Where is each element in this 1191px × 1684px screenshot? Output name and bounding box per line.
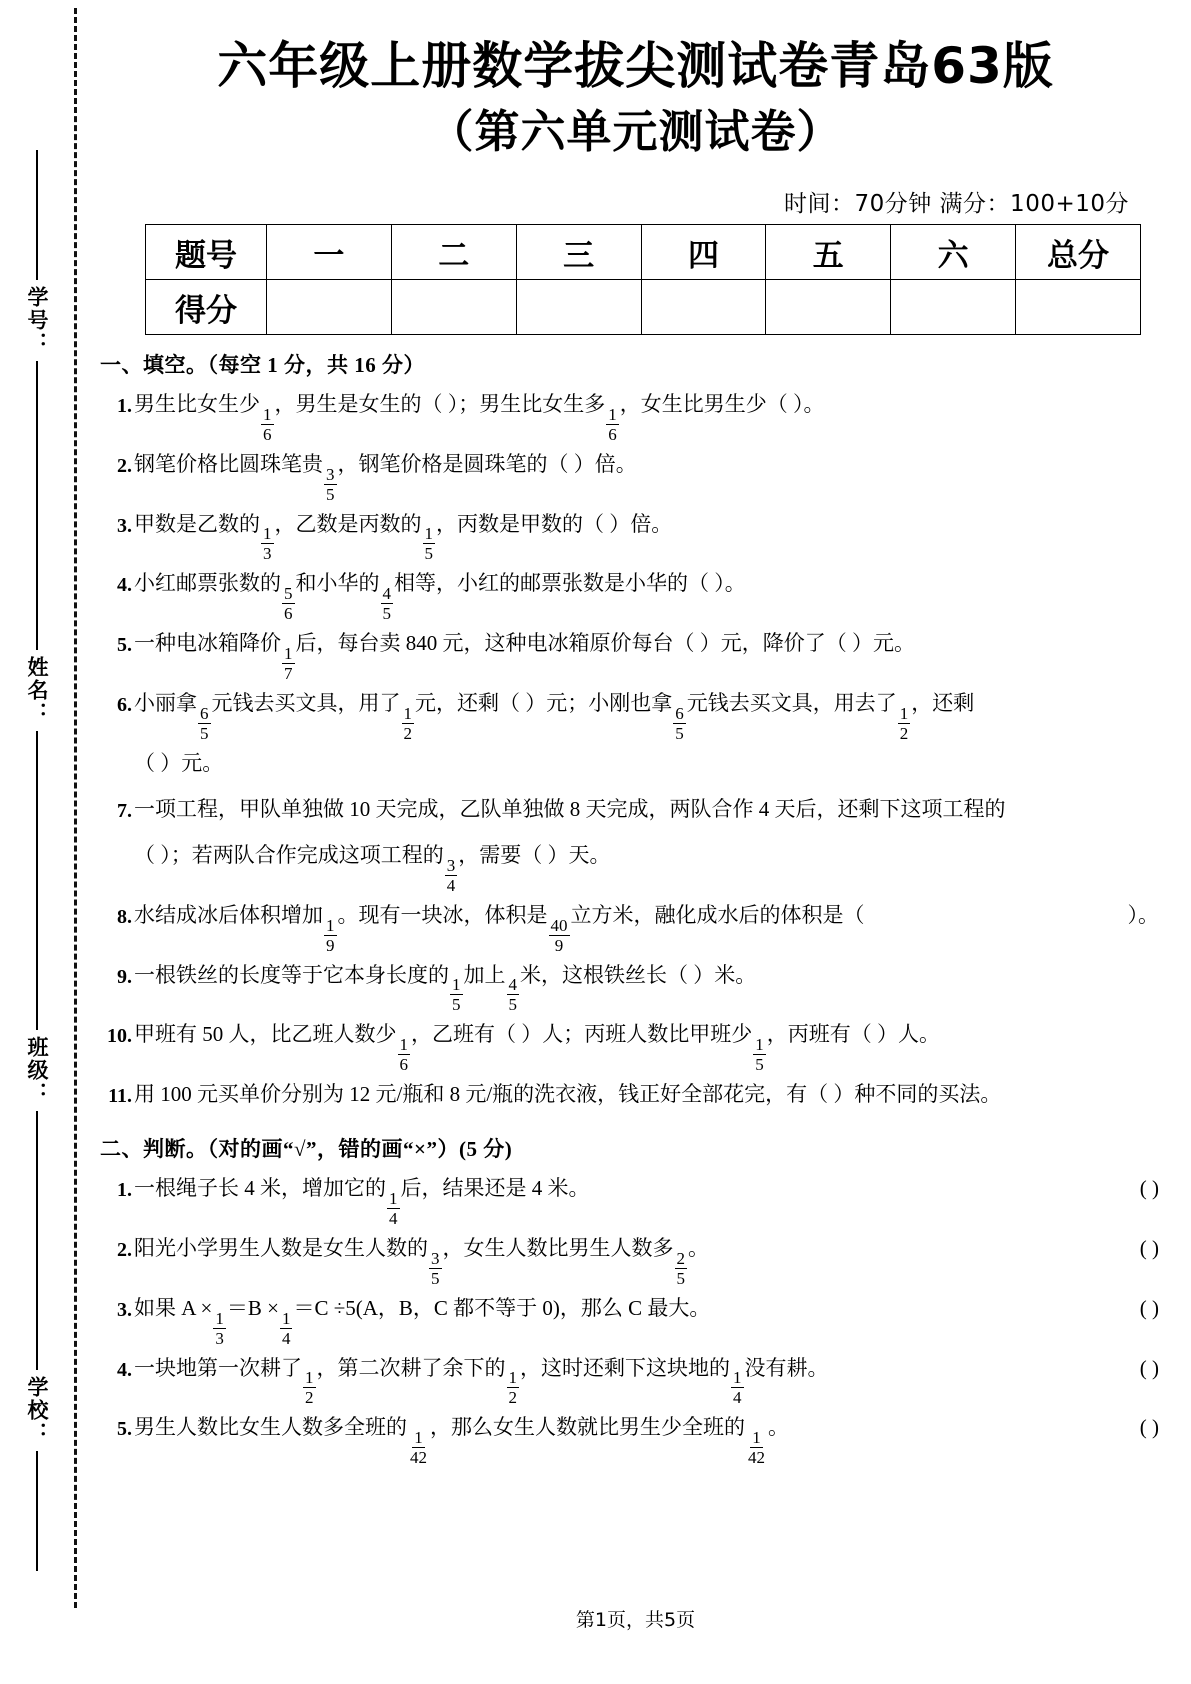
fraction-numerator: 1 xyxy=(305,1368,314,1388)
fraction-denominator: 9 xyxy=(554,935,564,955)
question-text-segment: ，钢笔价格是圆珠笔的（ ）倍。 xyxy=(337,451,637,476)
fraction-denominator: 5 xyxy=(326,484,335,504)
question-number: 11. xyxy=(108,1085,132,1108)
fraction-numerator: 6 xyxy=(675,703,684,723)
question-number: 8. xyxy=(117,905,132,928)
fraction-numerator: 1 xyxy=(326,915,335,935)
question-text-segment: ，第二次耕了余下的 xyxy=(316,1355,506,1380)
question-item xyxy=(100,562,1171,622)
question-text-segment: 甲数是乙数的 xyxy=(134,511,260,536)
question-text-segment: ，这时还剩下这块地的 xyxy=(520,1355,730,1380)
answer-blank[interactable]: ( ) xyxy=(1139,1235,1159,1260)
question-text-segment: ，那么女生人数就比男生少全班的 xyxy=(430,1415,745,1440)
question-text-segment: 。现有一块冰，体积是 xyxy=(337,902,548,927)
fraction-denominator: 5 xyxy=(755,1055,764,1075)
fraction-denominator: 2 xyxy=(508,1388,517,1408)
score-table xyxy=(145,224,1141,335)
fraction xyxy=(675,1250,688,1287)
question-text-segment: 一种电冰箱降价 xyxy=(134,631,281,656)
question-number: 1. xyxy=(117,1179,132,1202)
margin-rule-top xyxy=(36,900,38,1030)
exam-page xyxy=(100,0,1171,1684)
fraction xyxy=(549,917,570,954)
margin-rule-top xyxy=(36,150,38,280)
question-text-segment: 米，这根铁丝长（ ）米。 xyxy=(520,962,757,987)
fraction-numerator: 1 xyxy=(755,1035,764,1055)
question-text-segment: 男生比女生少 xyxy=(134,392,260,416)
question-text-segment: ＝B × xyxy=(226,1295,279,1320)
question-text xyxy=(134,954,1171,1014)
question-text xyxy=(134,383,1171,443)
fraction-denominator: 6 xyxy=(399,1055,408,1075)
question-item xyxy=(100,383,1171,443)
page-subtitle: （第六单元测试卷） xyxy=(428,105,843,158)
fraction xyxy=(753,1036,766,1073)
score-table-row-header: 题号 xyxy=(146,225,267,280)
question-number: 9. xyxy=(117,965,132,988)
table-row xyxy=(146,225,1141,280)
question-item xyxy=(100,1073,1171,1119)
fraction-denominator: 6 xyxy=(263,424,272,444)
answer-blank[interactable]: ( ) xyxy=(1139,1415,1159,1440)
fraction-denominator: 5 xyxy=(382,604,391,624)
question-text-segment: 。 xyxy=(768,1415,789,1440)
question-item xyxy=(100,443,1171,503)
fraction-denominator: 5 xyxy=(431,1268,440,1288)
fraction-numerator: 1 xyxy=(414,1428,423,1448)
question-text-segment: 元钱去买文具，用去了 xyxy=(686,691,897,716)
question-item xyxy=(100,742,1171,788)
score-table-column-header-3: 三 xyxy=(516,225,641,280)
question-item xyxy=(100,1227,1171,1287)
fraction-denominator: 5 xyxy=(675,723,684,743)
fraction-denominator: 2 xyxy=(403,723,412,743)
question-text-segment: 小丽拿 xyxy=(134,691,197,716)
binding-margin xyxy=(0,0,100,1684)
fraction-numerator: 2 xyxy=(676,1248,685,1268)
fraction-denominator: 4 xyxy=(389,1208,398,1228)
fraction xyxy=(673,705,686,742)
fraction xyxy=(898,705,911,742)
fraction xyxy=(746,1429,767,1466)
exam-meta-line: 时间：70分钟 满分：100+10分 xyxy=(783,191,1129,217)
question-text xyxy=(134,1406,1140,1466)
score-cell-2[interactable] xyxy=(391,280,516,335)
fraction xyxy=(282,645,295,682)
question-item xyxy=(100,1287,1171,1347)
score-table-column-header-6: 六 xyxy=(891,225,1016,280)
score-cell-6[interactable] xyxy=(891,280,1016,335)
question-number: 4. xyxy=(117,574,132,597)
question-text xyxy=(134,788,1171,822)
question-number: 2. xyxy=(117,454,132,477)
score-table-column-header-7: 总分 xyxy=(1016,225,1141,280)
margin-rule-bottom xyxy=(36,1451,38,1571)
page-title: 六年级上册数学拔尖测试卷青岛63版 xyxy=(217,37,1054,95)
fraction-numerator: 40 xyxy=(550,915,568,935)
fraction xyxy=(606,406,619,443)
fraction-numerator: 1 xyxy=(399,1035,408,1055)
margin-rule-top xyxy=(36,1240,38,1370)
section-heading-section-2: 二、判断。（对的画“√”，错的画“×”）(5 分) xyxy=(100,1137,513,1162)
question-text-segment: 男生人数比女生人数多全班的 xyxy=(134,1415,407,1440)
score-table-row-header: 得分 xyxy=(146,280,267,335)
question-text-segment: ，女生比男生少（ ）。 xyxy=(619,392,825,416)
fraction xyxy=(303,1369,316,1406)
fraction-denominator: 42 xyxy=(410,1448,427,1468)
question-item xyxy=(100,788,1171,834)
question-text-segment: ，乙数是丙数的 xyxy=(274,511,422,536)
question-text xyxy=(134,622,1171,682)
perforation-dashed-line xyxy=(74,8,77,1608)
fraction xyxy=(261,406,274,443)
margin-label-4 xyxy=(0,1240,74,1571)
question-item xyxy=(100,1347,1171,1407)
fraction-numerator: 1 xyxy=(284,644,293,664)
question-text xyxy=(134,834,1171,894)
answer-blank[interactable]: ( ) xyxy=(1139,1295,1159,1320)
fraction-numerator: 1 xyxy=(752,1428,761,1448)
score-cell-5[interactable] xyxy=(766,280,891,335)
fraction xyxy=(213,1310,226,1347)
question-text-segment: ＝C ÷5(A，B，C 都不等于 0)，那么 C 最大。 xyxy=(293,1295,711,1320)
fraction xyxy=(324,466,337,503)
fraction-denominator: 2 xyxy=(899,723,909,743)
fraction xyxy=(280,1310,293,1347)
fraction-numerator: 1 xyxy=(281,1308,291,1328)
fraction-denominator: 42 xyxy=(748,1448,765,1468)
question-item xyxy=(100,1406,1171,1466)
question-number: 10. xyxy=(107,1025,132,1048)
answer-blank[interactable]: ( ) xyxy=(1139,1176,1159,1201)
question-text-segment: 一块地第一次耕了 xyxy=(134,1355,302,1380)
fraction-denominator: 6 xyxy=(608,424,617,444)
margin-rule-top xyxy=(36,520,38,650)
question-text xyxy=(134,682,1171,742)
question-text xyxy=(134,503,1171,563)
fraction-denominator: 2 xyxy=(305,1388,314,1408)
question-text-segment: 甲班有 50 人，比乙班人数少 xyxy=(134,1022,397,1047)
score-table-column-header-5: 五 xyxy=(766,225,891,280)
fraction-numerator: 1 xyxy=(608,404,617,424)
fraction xyxy=(507,1369,520,1406)
question-text-segment: 后，每台卖 840 元，这种电冰箱原价每台（ ）元，降价了（ ）元。 xyxy=(295,631,915,656)
question-number: 4. xyxy=(117,1358,132,1381)
fraction-numerator: 1 xyxy=(263,404,272,424)
question-text-segment: ，需要（ ）天。 xyxy=(458,842,611,867)
question-item xyxy=(100,894,1171,954)
question-text-segment: 。 xyxy=(688,1235,709,1260)
question-text xyxy=(134,1227,1140,1287)
fraction-numerator: 3 xyxy=(446,855,456,875)
question-text-segment: ，丙数是甲数的（ ）倍。 xyxy=(436,511,673,536)
fraction-numerator: 1 xyxy=(403,703,412,723)
question-text-segment: ，女生人数比男生人数多 xyxy=(442,1235,674,1260)
table-row xyxy=(146,280,1141,335)
question-text-segment: （ ）；若两队合作完成这项工程的 xyxy=(134,842,444,867)
fraction-denominator: 4 xyxy=(446,875,456,895)
question-number: 7. xyxy=(117,799,132,822)
fraction-denominator: 3 xyxy=(263,544,272,564)
question-text-segment: ，男生是女生的（ ）；男生比女生多 xyxy=(274,392,606,416)
score-cell-1[interactable] xyxy=(267,280,392,335)
fraction xyxy=(324,917,337,954)
fraction-numerator: 1 xyxy=(452,975,461,995)
fraction xyxy=(445,857,458,894)
fraction-denominator: 9 xyxy=(326,935,335,955)
question-text-segment: 加上 xyxy=(463,962,506,987)
score-cell-4[interactable] xyxy=(641,280,766,335)
fraction-numerator: 4 xyxy=(508,975,517,995)
margin-label-text: 姓名： xyxy=(25,656,49,725)
question-number: 2. xyxy=(117,1238,132,1261)
answer-blank[interactable]: ）。 xyxy=(1127,902,1159,927)
margin-label-text: 班级： xyxy=(25,1036,49,1105)
question-item xyxy=(100,1167,1171,1227)
question-number: 5. xyxy=(117,634,132,657)
question-number: 3. xyxy=(117,514,132,537)
fraction-numerator: 1 xyxy=(508,1368,517,1388)
question-number: 6. xyxy=(117,694,132,717)
question-number: 3. xyxy=(117,1298,132,1321)
question-text-segment: （ ）元。 xyxy=(134,750,224,775)
fraction xyxy=(429,1250,442,1287)
question-text-segment: 和小华的 xyxy=(295,571,380,596)
question-text xyxy=(134,1167,1140,1227)
fraction xyxy=(198,705,211,742)
margin-label-text: 学校： xyxy=(25,1376,49,1445)
question-text xyxy=(134,1347,1140,1407)
question-item xyxy=(100,682,1171,742)
question-item xyxy=(100,1013,1171,1073)
question-text-segment: 一根绳子长 4 米，增加它的 xyxy=(134,1176,386,1201)
fraction-denominator: 4 xyxy=(733,1388,742,1408)
question-text-segment: 阳光小学男生人数是女生人数的 xyxy=(134,1235,428,1260)
fraction xyxy=(402,705,415,742)
fraction-denominator: 4 xyxy=(281,1328,291,1348)
question-text-segment: 如果 A × xyxy=(134,1295,213,1320)
fraction-denominator: 5 xyxy=(424,544,433,564)
fraction xyxy=(423,525,436,562)
score-table-column-header-4: 四 xyxy=(641,225,766,280)
question-text-segment: ，还剩 xyxy=(911,691,975,716)
fraction-numerator: 1 xyxy=(899,703,909,723)
question-text xyxy=(134,1287,1140,1347)
fraction-numerator: 1 xyxy=(215,1308,224,1328)
question-text-segment: 用 100 元买单价分别为 12 元/瓶和 8 元/瓶的洗衣液，钱正好全部花完，有（ ）种不同的买法。 xyxy=(134,1082,1002,1107)
fraction-denominator: 3 xyxy=(215,1328,224,1348)
question-text-segment: 元，还剩（ ）元；小刚也拿 xyxy=(415,691,673,716)
question-text xyxy=(134,562,1171,622)
fraction xyxy=(507,976,520,1013)
fraction xyxy=(398,1036,411,1073)
fraction-numerator: 4 xyxy=(382,584,391,604)
margin-label-text: 学号： xyxy=(25,286,49,355)
page-footer: 第1页，共5页 xyxy=(575,1609,696,1631)
question-text xyxy=(134,894,1128,954)
fraction xyxy=(408,1429,429,1466)
fraction-denominator: 5 xyxy=(508,995,517,1015)
score-table-container xyxy=(145,224,1141,335)
question-item xyxy=(100,503,1171,563)
question-text-segment: 立方米，融化成水后的体积是（ xyxy=(570,902,865,927)
question-text-segment: 一项工程，甲队单独做 10 天完成，乙队单独做 8 天完成，两队合作 4 天后，还剩下这项工程的 xyxy=(134,796,1006,821)
section-heading-section-1: 一、填空。（每空 1 分，共 16 分） xyxy=(100,353,425,377)
fraction xyxy=(381,585,394,622)
question-item xyxy=(100,834,1171,894)
question-item xyxy=(100,954,1171,1014)
fraction-denominator: 7 xyxy=(284,664,293,684)
fraction xyxy=(731,1369,744,1406)
fraction-numerator: 1 xyxy=(389,1188,398,1208)
fraction-numerator: 3 xyxy=(326,464,335,484)
fraction xyxy=(282,585,295,622)
fraction-denominator: 5 xyxy=(676,1268,685,1288)
fraction-numerator: 5 xyxy=(284,584,293,604)
question-sections xyxy=(100,349,1171,1466)
fraction-numerator: 1 xyxy=(733,1368,742,1388)
score-table-column-header-1: 一 xyxy=(267,225,392,280)
score-cell-7[interactable] xyxy=(1016,280,1141,335)
question-text xyxy=(134,742,1171,776)
answer-blank[interactable]: ( ) xyxy=(1139,1355,1159,1380)
score-cell-3[interactable] xyxy=(516,280,641,335)
question-text-segment: ，丙班有（ ）人。 xyxy=(766,1022,940,1047)
fraction-numerator: 3 xyxy=(431,1248,440,1268)
question-text-segment: 钢笔价格比圆珠笔贵 xyxy=(134,451,323,476)
question-number: 5. xyxy=(117,1418,132,1441)
question-text-segment: ，乙班有（ ）人；丙班人数比甲班少 xyxy=(411,1022,753,1047)
fraction-denominator: 5 xyxy=(200,723,209,743)
question-text xyxy=(134,1073,1171,1107)
question-text xyxy=(134,443,1171,503)
fraction-denominator: 6 xyxy=(284,604,293,624)
question-number: 1. xyxy=(117,395,132,417)
question-text-segment: 元钱去买文具，用了 xyxy=(211,691,401,716)
question-item xyxy=(100,622,1171,682)
fraction xyxy=(450,976,463,1013)
fraction-denominator: 5 xyxy=(452,995,461,1015)
fraction xyxy=(261,525,274,562)
score-table-column-header-2: 二 xyxy=(391,225,516,280)
fraction-numerator: 1 xyxy=(424,524,433,544)
question-text-segment: 相等，小红的邮票张数是小华的（ ）。 xyxy=(394,571,746,596)
fraction xyxy=(387,1190,400,1227)
question-text-segment: 一根铁丝的长度等于它本身长度的 xyxy=(134,962,449,987)
question-text-segment: 后，结果还是 4 米。 xyxy=(400,1176,590,1201)
question-text-segment: 水结成冰后体积增加 xyxy=(134,902,323,927)
question-text-segment: 没有耕。 xyxy=(744,1355,829,1380)
question-text xyxy=(134,1013,1171,1073)
question-text-segment: 小红邮票张数的 xyxy=(134,571,281,596)
fraction-numerator: 6 xyxy=(200,703,209,723)
fraction-numerator: 1 xyxy=(263,524,272,544)
